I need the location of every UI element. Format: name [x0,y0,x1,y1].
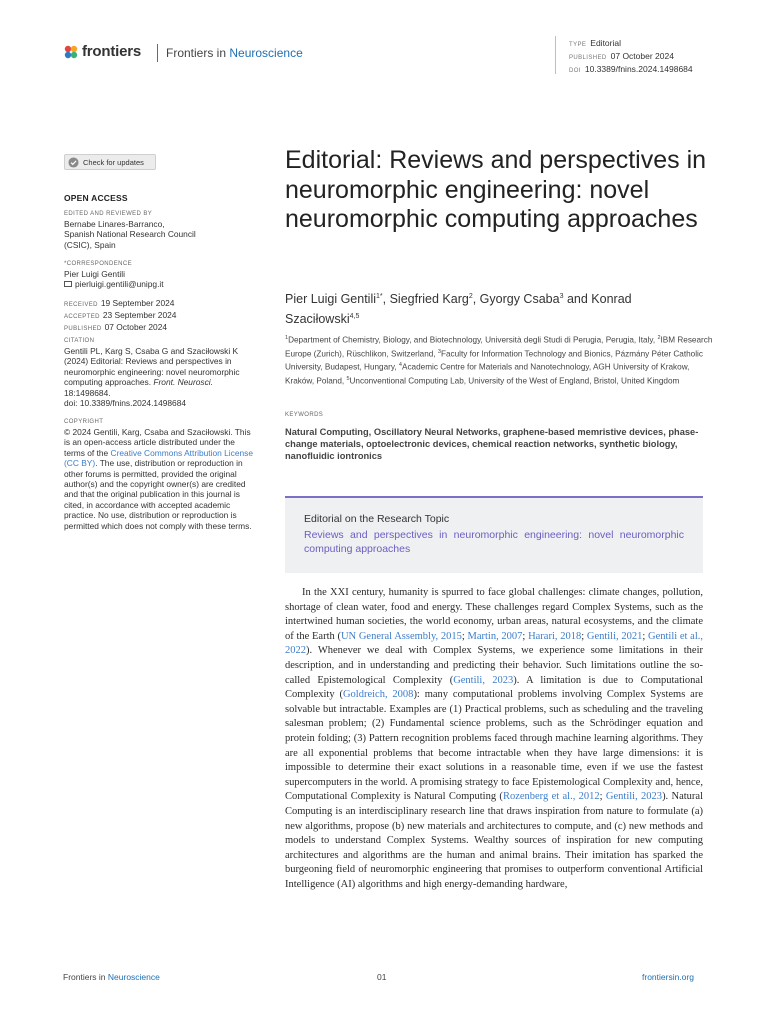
affiliations: $^1$Department of Chemistry, Biology, and Biotechnology, Università degli Studi di Perugia, Perugia, Italy, $^2$IBM Research Europe (Zurich), Rüschlikon, Switzerland, $^3$Faculty for Information Technology and Bionics, Pázmány Péter Catholic University, Budapest, Hungary, $^4$Academic Centre for Materials and Nanotechnology, AGH University of Krakow, Kraków, Poland, $^5$Unconventional Computing Lab, University of the West of England, Bristol, United Kingdom [285,335,713,386]
citation-label: CITATION [64,338,95,344]
affiliation: Department of Chemistry, Biology, and Biotechnology, Università degli Studi di Perugia, Perugia, Italy, [288,335,658,345]
author-name[interactable]: Gyorgy Csaba [479,292,560,307]
body-text-run: ; [522,630,529,642]
page-number: 01 [377,972,387,982]
journal-field: Neuroscience [229,46,303,60]
citation-volume: 18:1498684. [64,387,111,398]
copyright-text: © 2024 Gentili, Karg, Csaba and Szaciłowski. This is an open-access article distributed under the terms of the Creative Commons Attribution License (CC BY). The use, distribution or reproduction in other forums is permitted, provided the original author(s) and the copyright owner(s) are credited and that the original publication in this journal is cited, in accordance with accepted academic practice. No use, distribution or reproduction is permitted which does not comply with these terms. [64,427,253,531]
date-received: RECEIVED 19 September 2024 [64,298,175,308]
cc-by-license-link[interactable]: Creative Commons Attribution License (CC BY) [64,447,253,469]
research-topic-link[interactable]: Reviews and perspectives in neuromorphic engineering: novel neuromorphic computing approaches [304,529,684,555]
editor-line: Bernabe Linares-Barranco, [64,219,165,229]
editor-line: Spanish National Research Council [64,229,196,240]
correspondence-email-row[interactable] [64,279,264,289]
author-name[interactable]: Konrad Szaciłowski [285,292,632,327]
meta-divider [555,36,556,74]
doi-link[interactable]: 10.3389/fnins.2024.1498684 [584,64,693,74]
body-text-run: ; [581,630,587,642]
author-name[interactable]: Pier Luigi Gentili [285,292,377,307]
frontiers-logo-icon [63,44,79,60]
check-for-updates-button[interactable] [64,154,156,170]
citation-link[interactable]: Gentili, 2023 [453,674,514,686]
citation-link[interactable]: Goldreich, 2008 [342,689,414,701]
body-text-run: ). A limitation is due to Computational Complexity ( [285,674,703,701]
mail-icon [64,281,72,287]
meta-type: TYPE Editorial [569,38,621,48]
research-topic-label: Editorial on the Research Topic [304,513,450,525]
body-text-run: ; [642,630,649,642]
citation-link[interactable]: Gentili, 2023 [605,791,663,803]
author-list: Pier Luigi Gentili$^{1*}$, Siegfried Karg$^2$, Gyorgy Csaba$^3$ and Konrad Szaciłowski$^{4,5}$ [285,292,632,327]
citation-link[interactable]: Martin, 2007 [467,630,523,642]
citation-link[interactable]: Harari, 2018 [528,630,582,642]
affiliation: Academic Centre for Materials and Nanotechnology, AGH University of Krakow, Kraków, Poland, [285,362,690,386]
correspondence-section [64,260,264,290]
keywords: Natural Computing, Oscillatory Neural Networks, graphene-based memristive devices, phase-change materials, optoelectronic devices, chemical reaction networks, synthetic biology, nanofluidic iontronics [285,427,699,461]
body-text-run: ; [461,630,468,642]
edited-label: EDITED AND REVIEWED BY [64,211,153,217]
footer-journal[interactable]: Frontiers in Neuroscience [63,972,160,982]
research-topic-box [285,496,703,573]
citation-section [64,337,254,408]
meta-published: PUBLISHED 07 October 2024 [569,51,674,61]
body-text-run: In the XXI century, humanity is spurred to face global challenges: climate changes, pollution, shortage of clean water, food and energy. These challenges regard Complex Systems, such as the intertwined human societies, the world economy, urban areas, natural ecosystems, and the climate of the Earth ( [285,587,703,642]
citation-journal: Front. Neurosci. [153,377,213,388]
date-accepted: ACCEPTED 23 September 2024 [64,310,177,320]
author-affil-sup: 3 [559,293,564,300]
body-text-run: ). Natural Computing is an interdisciplinary research line that draws inspiration from nature to formulate (a) new algorithms, propose (b) new materials and architectures to compute, and (c) new methods and models to understand Complex Systems. Wealthy sources of inspiration for new computing architectures and algorithms are the human and animal brains. Their imitation has sparked the burgeoning field of neuromorphic engineering that promises to outperform conventional Artificial Intelligence (AI) algorithms and high energy-demanding hardware, [285,791,704,890]
affiliation: Unconventional Computing Lab, University of the West of England, Bristol, United Kingdom [349,376,680,386]
citation-link[interactable]: Gentili et al., 2022 [285,630,704,657]
brand-name: frontiers [82,43,142,60]
body-paragraph [285,586,703,892]
open-access-label: OPEN ACCESS [64,193,128,203]
citation-link[interactable]: Rozenberg et al., 2012 [502,791,600,803]
edited-section [64,210,264,250]
affiliation: IBM Research Europe (Zurich), Rüschlikon, Switzerland, [285,335,713,359]
author-affil-sup: 1* [376,293,383,300]
header-divider [157,44,158,62]
author-affil-sup: 2 [468,293,473,300]
date-published: PUBLISHED 07 October 2024 [64,322,168,332]
citation-text: Gentili PL, Karg S, Csaba G and Szaciłowski K (2024) Editorial: Reviews and perspectives in neuromorphic engineering: novel neuromorphic computing approaches. Front. Neurosci. 18:1498684. [64,346,240,398]
correspondence-name: Pier Luigi Gentili [64,269,125,279]
article-title: Editorial: Reviews and perspectives in neuromorphic engineering: novel neuromorphic computing approaches [285,146,707,233]
check-updates-icon [68,157,79,168]
author-affil-sup: 4,5 [349,313,360,321]
citation-doi[interactable]: doi: 10.3389/fnins.2024.1498684 [64,398,187,409]
footer-site-link[interactable]: frontiersin.org [642,972,694,982]
body-text-run: ): many computational problems involving Complex Systems are solvable but intractable. Examples are (1) Practical problems, such as scheduling and the traveling salesman problem; (2) Fundamental science problems, such as the Schrödinger equation and protein folding; (3) Pattern recognition problems faced through machine learning algorithms. They are all exponential problems that become intractable when they have large dimensions: it is impossible to determine their exact solutions in a reasonable time, even if we use the fastest supercomputers in the world. A promising strategy to face Epistemological Complexity and, hence, Computational Complexity is Natural Computing ( [285,689,703,803]
journal-prefix: Frontiers in [166,46,227,60]
body-text-run: ; [599,791,606,803]
check-updates-label: Check for updates [83,157,144,167]
copyright-section [64,418,256,531]
editor-line: (CSIC), Spain [64,239,116,250]
citation-link[interactable]: Gentili, 2021 [586,630,643,642]
body-text-run: ). Whenever we deal with Complex Systems, we experience some limitations in their description, and in understanding and predicting their behavior. Such limitations outline the so-called Epistemological Complexity ( [285,645,703,686]
article-meta [569,38,693,77]
copyright-label: COPYRIGHT [64,419,104,425]
affiliation: Faculty for Information Technology and Bionics, Pázmány Péter Catholic University, Budapest, Hungary, [285,349,703,372]
journal-name[interactable] [166,46,303,60]
frontiers-logo[interactable] [63,43,141,60]
dates-section [64,298,264,334]
correspondence-email[interactable]: pierluigi.gentili@unipg.it [75,279,164,290]
author-name[interactable]: Siegfried Karg [389,292,469,307]
correspondence-label: *CORRESPONDENCE [64,261,133,267]
citation-link[interactable]: UN General Assembly, 2015 [340,630,462,642]
meta-doi: DOI 10.3389/fnins.2024.1498684 [569,64,693,74]
keywords-label: KEYWORDS [285,412,324,418]
